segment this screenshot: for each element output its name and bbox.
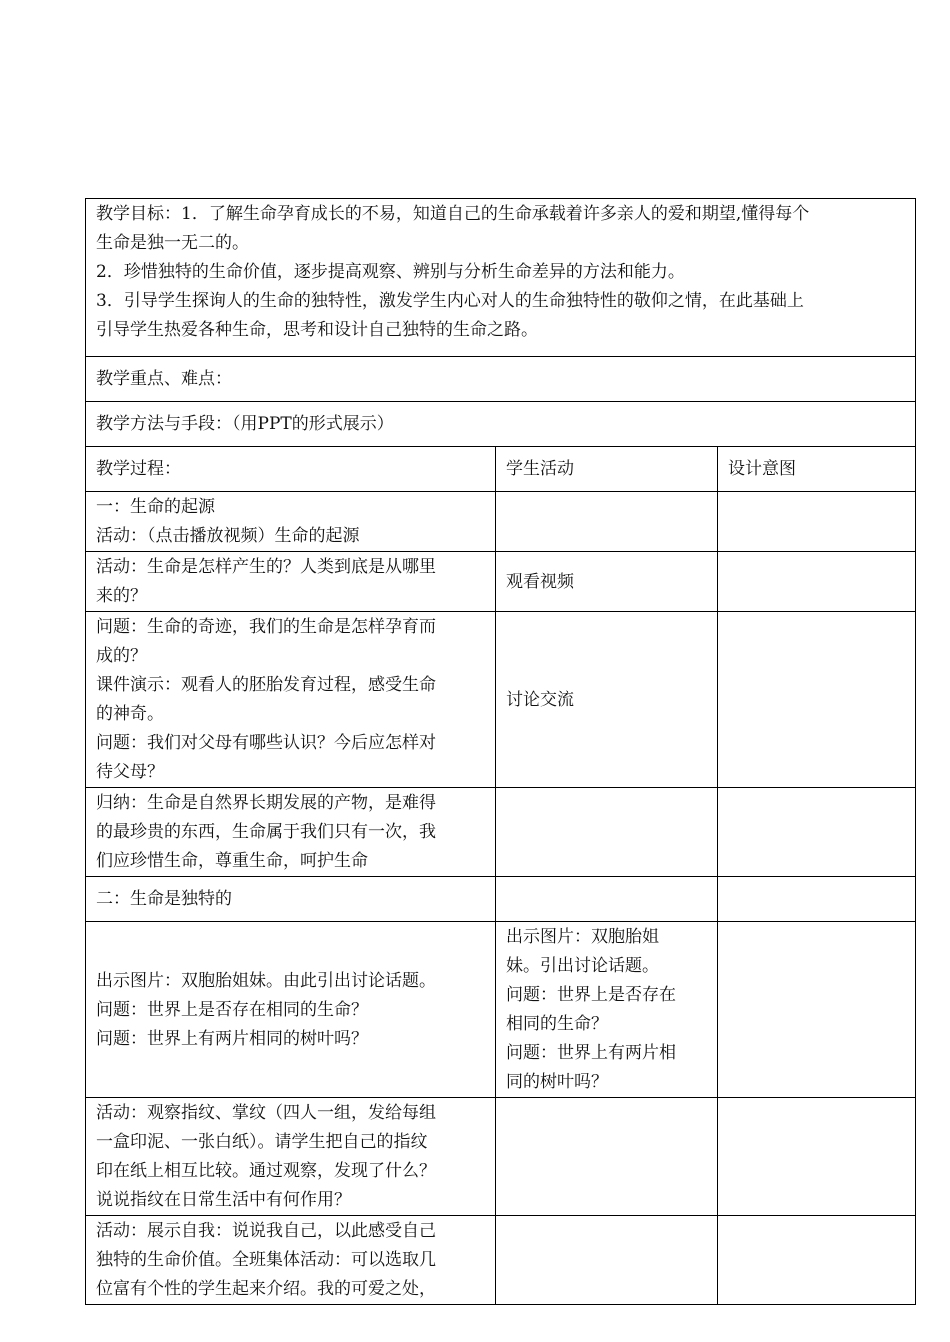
intent-cell: [718, 1216, 916, 1305]
process-cell: [86, 552, 496, 612]
student-line: 问题：世界上有两片相: [506, 1043, 676, 1063]
process-cell: [86, 492, 496, 552]
student-line: 问题：世界上是否存在: [506, 985, 676, 1005]
lesson-plan-table: [85, 198, 916, 1305]
objectives-cell: [86, 199, 916, 357]
methods-row: [86, 402, 916, 447]
student-cell: [496, 492, 718, 552]
process-line: 归纳：生命是自然界长期发展的产物，是难得: [96, 793, 436, 813]
student-cell: [496, 877, 718, 922]
header-student: 学生活动: [496, 447, 718, 492]
key-points-row: [86, 357, 916, 402]
process-line: 们应珍惜生命，尊重生命，呵护生命: [96, 851, 368, 871]
objectives-line: 生命是独一无二的。: [96, 233, 249, 253]
methods-cell: 教学方法与手段：（用PPT的形式展示）: [86, 402, 916, 447]
process-line: 活动：（点击播放视频）生命的起源: [96, 526, 360, 546]
objectives-row: [86, 199, 916, 357]
student-line: 相同的生命？: [506, 1014, 608, 1034]
process-line: 待父母？: [96, 762, 164, 782]
process-line: 活动：展示自我：说说我自己，以此感受自己: [96, 1221, 436, 1241]
process-cell: [86, 922, 496, 1098]
intent-cell: [718, 788, 916, 877]
process-cell: [86, 788, 496, 877]
intent-cell: [718, 612, 916, 788]
student-line: 出示图片：双胞胎姐: [506, 927, 659, 947]
intent-cell: [718, 1098, 916, 1216]
process-line: 问题：世界上是否存在相同的生命？: [96, 999, 368, 1020]
process-line: 一：生命的起源: [96, 497, 215, 517]
process-line: 问题：生命的奇迹，我们的生命是怎样孕育而: [96, 617, 436, 637]
objectives-line: 2．珍惜独特的生命价值，逐步提高观察、辨别与分析生命差异的方法和能力。: [96, 262, 685, 282]
objectives-line: 3．引导学生探询人的生命的独特性，激发学生内心对人的生命独特性的敬仰之情，在此基础上: [96, 291, 804, 311]
table-row: [86, 877, 916, 922]
table-row: [86, 552, 916, 612]
student-line: 妹。引出讨论话题。: [506, 956, 659, 976]
student-line: 同的树叶吗？: [506, 1072, 608, 1092]
header-process: 教学过程：: [86, 447, 496, 492]
table-row: [86, 1216, 916, 1305]
process-cell: [86, 1216, 496, 1305]
process-line: 说说指纹在日常生活中有何作用？: [96, 1190, 351, 1210]
student-cell: 讨论交流: [496, 612, 718, 788]
process-line: 的最珍贵的东西，生命属于我们只有一次，我: [96, 822, 436, 842]
process-line: 成的？: [96, 646, 147, 666]
process-line: 的神奇。: [96, 704, 164, 724]
header-row: [86, 447, 916, 492]
process-line: 一盒印泥、一张白纸）。请学生把自己的指纹: [96, 1132, 428, 1152]
table-row: [86, 788, 916, 877]
student-cell: [496, 922, 718, 1098]
process-line: 问题：我们对父母有哪些认识？今后应怎样对: [96, 733, 436, 753]
objectives-line: 引导学生热爱各种生命，思考和设计自己独特的生命之路。: [96, 320, 538, 340]
table-row: [86, 612, 916, 788]
table-row: [86, 922, 916, 1098]
process-line: 出示图片：双胞胎姐妹。由此引出讨论话题。: [96, 970, 436, 991]
process-cell: [86, 877, 496, 922]
student-cell: [496, 1216, 718, 1305]
student-cell: [496, 788, 718, 877]
student-cell: 观看视频: [496, 552, 718, 612]
intent-cell: [718, 922, 916, 1098]
process-line: 二：生命是独特的: [96, 889, 232, 909]
process-cell: [86, 612, 496, 788]
table-row: [86, 1098, 916, 1216]
process-line: 独特的生命价值。全班集体活动：可以选取几: [96, 1250, 436, 1270]
table-row: [86, 492, 916, 552]
process-line: 活动：观察指纹、掌纹（四人一组，发给每组: [96, 1103, 436, 1123]
process-line: 问题：世界上有两片相同的树叶吗？: [96, 1028, 368, 1049]
key-points-cell: 教学重点、难点：: [86, 357, 916, 402]
process-line: 课件演示：观看人的胚胎发育过程，感受生命: [96, 675, 436, 695]
process-line: 活动：生命是怎样产生的？人类到底是从哪里: [96, 557, 436, 577]
intent-cell: [718, 492, 916, 552]
student-cell: [496, 1098, 718, 1216]
intent-cell: [718, 877, 916, 922]
process-line: 印在纸上相互比较。通过观察，发现了什么？: [96, 1161, 436, 1181]
objectives-line: 教学目标：1．了解生命孕育成长的不易，知道自己的生命承载着许多亲人的爱和期望,懂得每个: [96, 204, 810, 224]
process-cell: [86, 1098, 496, 1216]
process-line: 位富有个性的学生起来介绍。我的可爱之处，: [96, 1279, 436, 1299]
header-intent: 设计意图: [718, 447, 916, 492]
process-line: 来的？: [96, 586, 147, 606]
intent-cell: [718, 552, 916, 612]
